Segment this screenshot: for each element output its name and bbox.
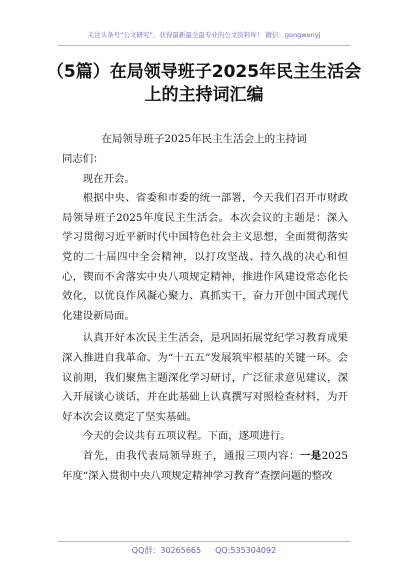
footer-qq-group: QQ群：30265665 [131,546,202,555]
title-line-2: 上的主持词汇编 [144,85,264,105]
paragraph-significance: 认真开好本次民主生活会，是巩固拓展党纪学习教育成果深入推进自我革命、为“十五五”发展筑牢根基的关键一环。会议前期，我们聚焦主题深化学习研讨，广泛征求意见建议，深入开展谈心谈话，并在此基础上认真撰写对照检查材料，为开好本次会议奠定了坚实基础。 [62,332,348,423]
header-banner: 关注头条号“公文研究”，获得最新最全最专业的公文资料库！ 微信：gongwenyj [87,31,321,39]
paragraph-first-item [62,447,348,486]
paragraph-meeting-theme: 根据中央、省委和市委的统一部署，今天我们召开市财政局领导班子2025年度民主生活会。本次会议的主题是：深入学习贯彻习近平新时代中国特色社会主义思想，全面贯彻落实党的二十届四中全会精神，以打攻坚战、持久战的决心和恒心，锲而不舍落实中央八项规定精神，推进作风建设常态化长效化，以优良作风凝心聚力、真抓实干，奋力开创中国式现代化建设新局面。 [62,192,348,322]
footer-contact [0,545,408,556]
footer-qq: QQ:535304092 [215,546,277,555]
first-item-intro: 首先，由我代表局领导班子，通报三项内容： [82,449,300,462]
paragraph-opening: 现在开会。 [82,172,135,185]
document-body [62,150,348,486]
document-title [40,61,368,107]
first-item-text: 2025年度“深入贯彻中央八项规定精神学习教育”查摆问题的整改 [62,449,349,482]
footer-divider [58,541,350,542]
first-item-label: 一是 [299,449,322,462]
paragraph-agenda: 今天的会议共有五项议程。下面，逐项进行。 [82,430,291,443]
salutation: 同志们： [62,153,104,165]
header-divider [58,45,350,46]
title-line-1: （5篇）在局领导班子2025年民主生活会 [46,62,362,82]
document-subtitle: 在局领导班子2025年民主生活会上的主持词 [101,133,307,145]
